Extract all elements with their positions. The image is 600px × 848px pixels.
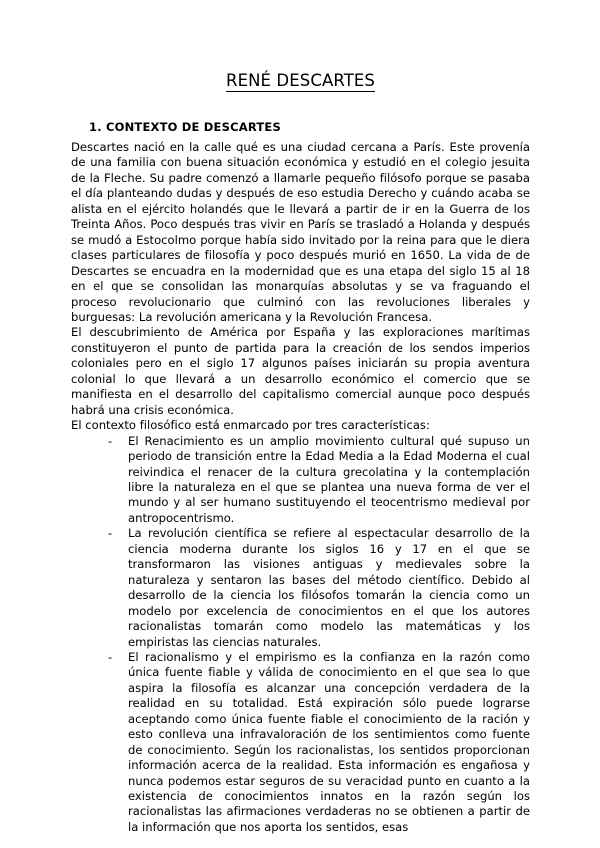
list-dash-marker: - — [108, 526, 113, 541]
list-item-text: La revolución científica se refiere al espectacular desarrollo de la ciencia moderna durante los siglos 16 y 17 en el que se transformaron las visiones antiguas y medievales sobre la naturaleza y sentaron las bases del método científico. Debido al desarrollo de la ciencia los filósofos tomarán la ciencia como un modelo por excelencia de conocimientos en el que los autores racionalistas tomarán como modelo las matemáticas y los empiristas las ciencias naturales. — [128, 526, 530, 649]
body-text-flow — [71, 140, 530, 835]
list-dash-marker: - — [108, 649, 113, 664]
caracteristicas-list — [71, 434, 530, 836]
paragraph-biografia: Descartes nació en la calle qué es una ciudad cercana a París. Este provenía de una familia con buena situación económica y estudió en el colegio jesuita de la Fleche. Su padre comenzó a llamarle pequeño filósofo porque se pasaba el día planteando dudas y después de eso estudia Derecho y cuándo acaba se alista en el ejército holandés que le llevará a partir de ir en la Guerra de los Treinta Años. Poco después tras vivir en París se trasladó a Holanda y después se mudó a Estocolmo porque había sido invitado por la reina para que le diera clases particulares de filosofía y poco después murió en 1650. La vida de de Descartes se encuadra en la modernidad que es una etapa del siglo 15 al 18 en el que se consolidan las monarquías absolutas y se va fraguando el proceso revolucionario que culminó con las revoluciones liberales y burguesas: La revolución americana y la Revolución Francesa. — [71, 140, 530, 324]
list-item-text: El racionalismo y el empirismo es la confianza en la razón como única fuente fiable y válida de conocimiento en el que sea lo que aspira la filosofía es alcanzar una concepción verdadera de la realidad en su totalidad. Está expiración sólo puede lograrse aceptando como única fuente fiable el conocimiento de la ración y esto conlleva una infravaloración de los sentimientos como fuente de conocimiento. Según los racionalistas, los sentidos proporcionan información acerca de la realidad. Esta información es engañosa y nunca podemos estar seguros de su veracidad punto en cuanto a la existencia de conocimientos innatos en la razón según los racionalistas las afirmaciones verdaderas no se obtienen a partir de la información que nos aporta los sentidos, esas — [128, 649, 530, 834]
list-item — [71, 526, 530, 650]
paragraph-descubrimiento-america: El descubrimiento de América por España y las exploraciones marítimas constituyeron el punto de partida para la creación de los sendos imperios coloniales pero en el siglo 17 algunos países iniciarán su propia aventura colonial lo que llevará a un desarrollo económico el comercio que se manifiesta en el desarrollo del capitalismo comercial aunque poco después habrá una crisis económica. — [71, 325, 530, 417]
list-item — [71, 434, 530, 527]
page-title — [71, 73, 530, 92]
section-heading-contexto: 1. CONTEXTO DE DESCARTES — [89, 120, 281, 134]
page-title-text: RENÉ DESCARTES — [226, 71, 375, 90]
list-item — [71, 650, 530, 835]
list-dash-marker: - — [108, 433, 113, 448]
paragraph-contexto-filosofico-intro: El contexto filosófico está enmarcado por tres características: — [71, 418, 430, 433]
list-item-text: El Renacimiento es un amplio movimiento cultural qué supuso un periodo de transición entre la Edad Media a la Edad Moderna el cual reivindica el renacer de la cultura grecolatina y la contemplación libre la naturaleza en el que se plantea una nueva forma de ver el mundo y al ser humano sustituyendo el teocentrismo medieval por antropocentrismo. — [128, 433, 530, 525]
